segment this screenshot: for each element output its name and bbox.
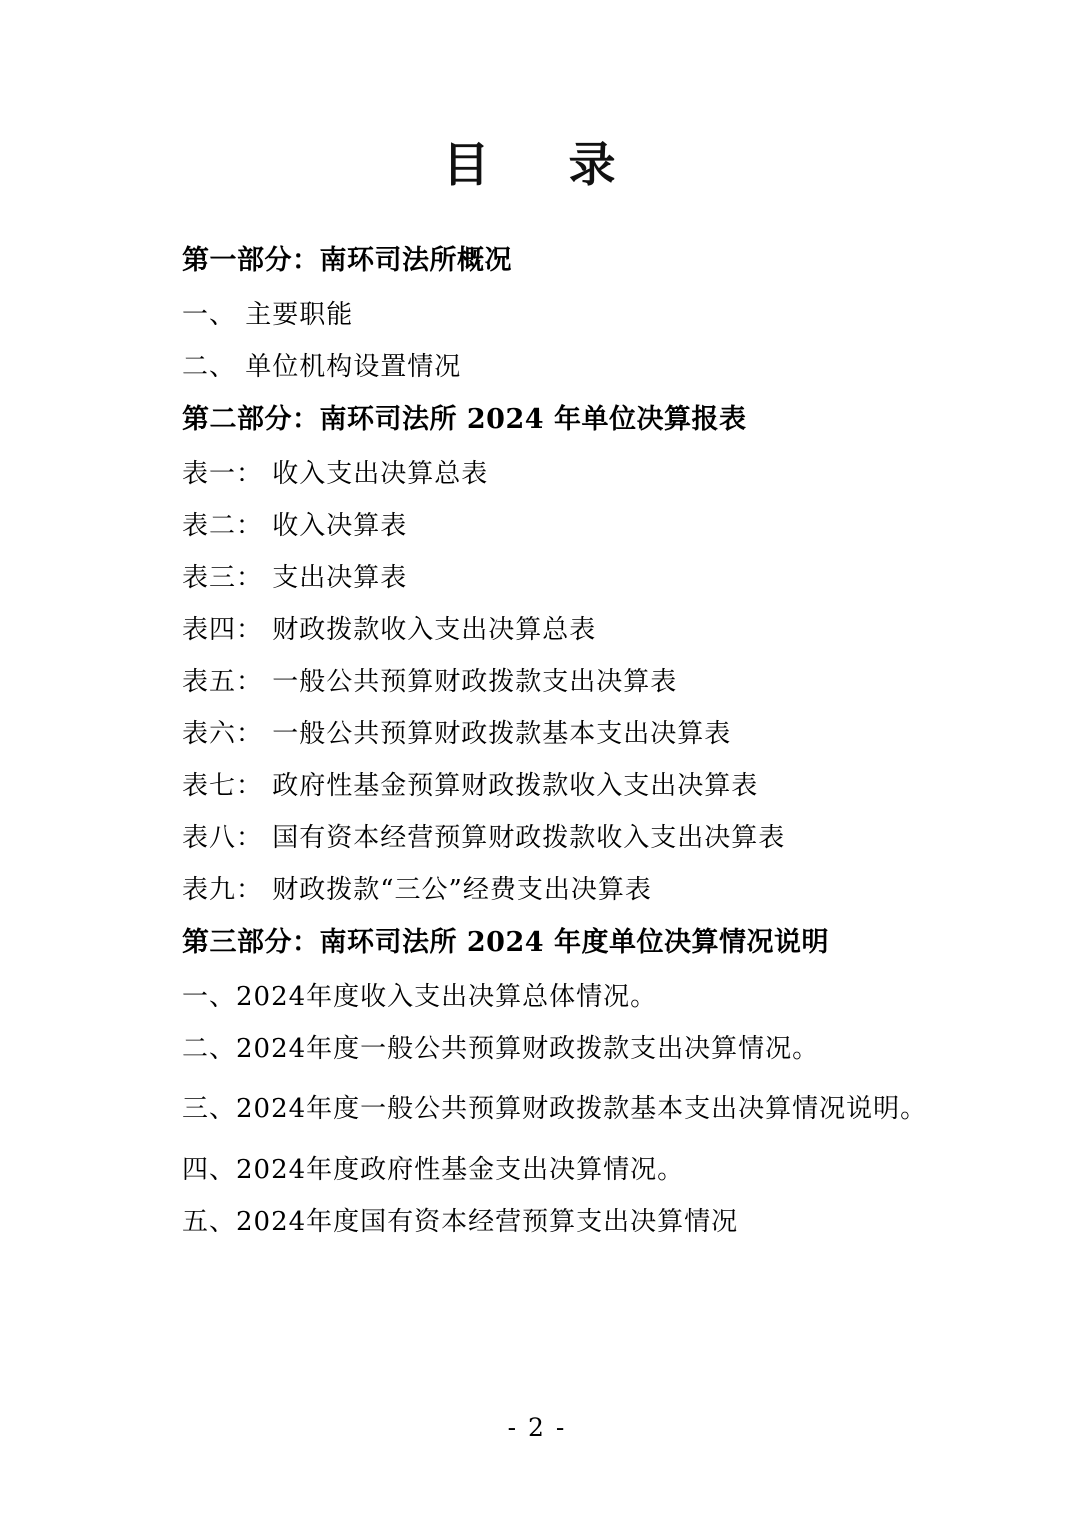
toc-item-table-6[interactable]: 表六： 一般公共预算财政拨款基本支出决算表 [182, 719, 732, 749]
toc-item-main-functions[interactable]: 一、 主要职能 [182, 300, 354, 330]
toc-section-part-two[interactable]: 第二部分：南环司法所 2024 年单位决算报表 [182, 404, 747, 435]
toc-item-table-2[interactable]: 表二： 收入决算表 [182, 511, 408, 541]
page-title: 目 录 [442, 138, 632, 193]
toc-item-org-structure[interactable]: 二、 单位机构设置情况 [182, 352, 462, 382]
toc-item-table-8[interactable]: 表八： 国有资本经营预算财政拨款收入支出决算表 [182, 823, 786, 853]
toc-item-table-5[interactable]: 表五： 一般公共预算财政拨款支出决算表 [182, 667, 678, 697]
page-number: - 2 - [507, 1413, 567, 1442]
toc-item-note-3[interactable]: 三、2024年度一般公共预算财政拨款基本支出决算情况说明。 [182, 1094, 928, 1124]
toc-item-table-7[interactable]: 表七： 政府性基金预算财政拨款收入支出决算表 [182, 771, 759, 801]
table-of-contents [0, 195, 1074, 1235]
toc-section-part-three[interactable]: 第三部分：南环司法所 2024 年度单位决算情况说明 [182, 927, 829, 958]
toc-item-note-5[interactable]: 五、2024年度国有资本经营预算支出决算情况 [182, 1206, 739, 1237]
toc-section-part-one[interactable]: 第一部分：南环司法所概况 [182, 245, 512, 276]
toc-item-note-4[interactable]: 四、2024年度政府性基金支出决算情况。 [182, 1154, 685, 1185]
toc-item-table-4[interactable]: 表四： 财政拨款收入支出决算总表 [182, 615, 597, 645]
toc-item-note-2[interactable]: 二、2024年度一般公共预算财政拨款支出决算情况。 [182, 1034, 820, 1064]
toc-item-table-9[interactable]: 表九： 财政拨款“三公”经费支出决算表 [182, 875, 652, 905]
toc-item-table-1[interactable]: 表一： 收入支出决算总表 [182, 459, 489, 489]
toc-item-table-3[interactable]: 表三： 支出决算表 [182, 563, 408, 593]
toc-item-note-1[interactable]: 一、2024年度收入支出决算总体情况。 [182, 982, 658, 1012]
